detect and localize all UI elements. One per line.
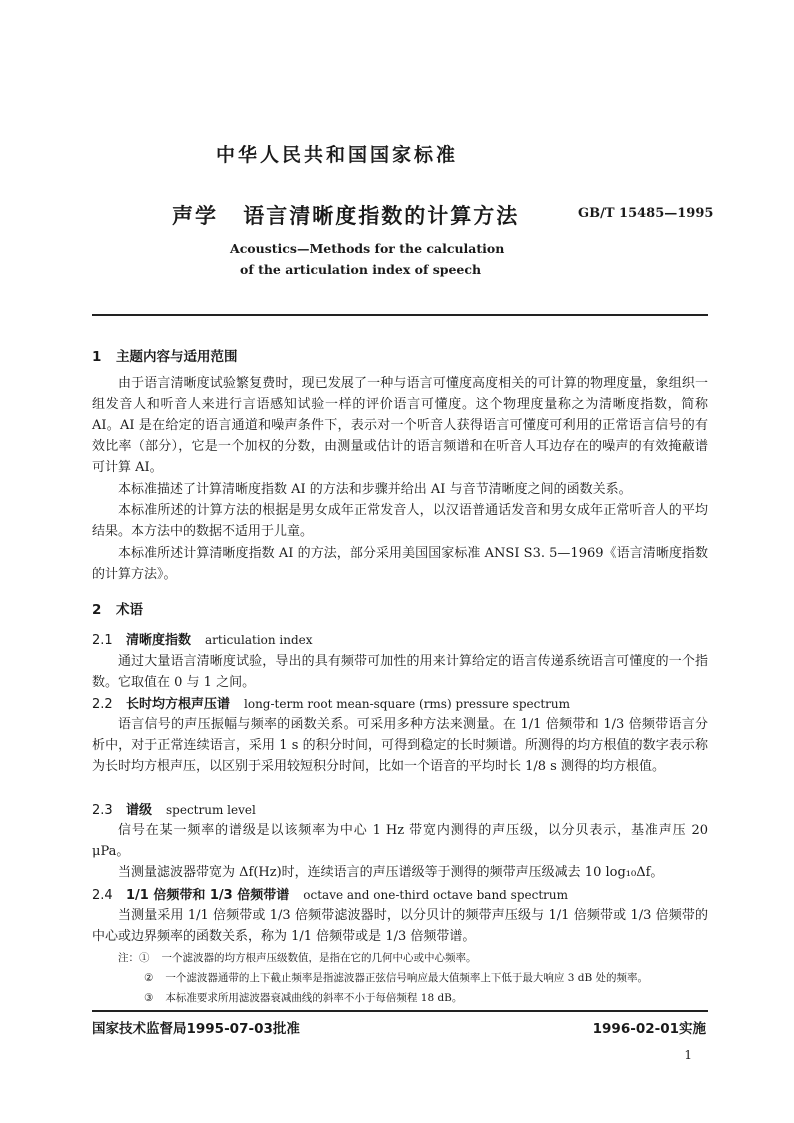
section-1-paragraph-3: 本标准所述的计算方法的根据是男女成年正常发音人，以汉语普通话发音和男女成年正常听音人的平均结果。本方法中的数据不适用于儿童。 <box>92 503 708 539</box>
note-mark: ② <box>144 972 154 984</box>
note-mark: ③ <box>144 992 154 1004</box>
national-standard-heading: 中华人民共和国国家标准 <box>216 144 459 166</box>
standard-code: GB/T 15485—1995 <box>578 206 714 221</box>
standard-title-en-line2: of the articulation index of speech <box>240 262 482 277</box>
section-title: 主题内容与适用范围 <box>116 349 238 365</box>
standard-title-en-line1: Acoustics—Methods for the calculation <box>230 241 505 256</box>
term-cn: 长时均方根声压谱 <box>126 697 231 712</box>
term-cn: 1/1 倍频带和 1/3 倍频带谱 <box>126 888 290 903</box>
approval-line: 国家技术监督局1995-07-03批准 <box>92 1021 300 1037</box>
effective-date-line: 1996-02-01实施 <box>592 1021 706 1037</box>
note-1 <box>118 950 477 965</box>
note-3 <box>144 990 462 1005</box>
term-2-4-definition: 当测量采用 1/1 倍频带或 1/3 倍频带滤波器时，以分贝计的频带声压级与 1/1 倍频带或 1/3 倍频带的中心或边界频率的函数关系，称为 1/1 倍频带或是 1/3 倍频带谱。 <box>92 908 708 944</box>
term-number: 2.3 <box>92 803 113 818</box>
term-heading-2-4 <box>92 884 568 903</box>
term-heading-2-2 <box>92 693 570 712</box>
page-number: 1 <box>684 1048 692 1062</box>
term-heading-2-1 <box>92 629 313 648</box>
term-en: octave and one-third octave band spectrum <box>303 888 568 902</box>
term-2-3-definition: 信号在某一频率的谱级是以该频率为中心 1 Hz 带宽内测得的声压级，以分贝表示，基准声压 20 μPa。 <box>92 823 708 859</box>
term-number: 2.4 <box>92 888 113 903</box>
footer-rule <box>92 1010 708 1012</box>
term-number: 2.2 <box>92 697 113 712</box>
note-mark: ① <box>139 952 150 964</box>
note-text: 一个滤波器的均方根声压级数值，是指在它的几何中心或中心频率。 <box>161 952 477 964</box>
term-cn: 清晰度指数 <box>126 633 192 648</box>
section-1-paragraph-2: 本标准描述了计算清晰度指数 AI 的方法和步骤并给出 AI 与音节清晰度之间的函数关系。 <box>118 482 632 497</box>
term-cn: 谱级 <box>126 803 153 818</box>
header-rule <box>92 314 708 316</box>
section-2-heading <box>92 598 143 618</box>
note-2 <box>144 970 648 985</box>
term-number: 2.1 <box>92 633 113 648</box>
term-heading-2-3 <box>92 799 256 818</box>
standard-title-cn: 声学 语言清晰度指数的计算方法 <box>172 204 520 228</box>
term-en: spectrum level <box>166 803 256 817</box>
notes-label: 注： <box>118 952 139 964</box>
term-en: articulation index <box>205 633 313 647</box>
term-2-2-definition: 语言信号的声压振幅与频率的函数关系。可采用多种方法来测量。在 1/1 倍频带和 1/3 倍频带语言分析中，对于正常连续语言，采用 1 s 的积分时间，可得到稳定的长时频谱。所测得的均方根值的数字表示称为长时均方根声压，以区别于采用较短积分时间，比如一个语音的平均时长 1/8 s 测得的均方根值。 <box>92 717 708 774</box>
section-1-paragraph-1: 由于语言清晰度试验繁复费时，现已发展了一种与语言可懂度高度相关的可计算的物理度量，象组织一组发音人和听音人来进行言语感知试验一样的评价语言可懂度。这个物理度量称之为清晰度指数，简称 AI。AI 是在给定的语言通道和噪声条件下，表示对一个听音人获得语言可懂度可利用的正常语言信号的有效比率（部分），它是一个加权的分数，由测量或估计的语言频谱和在听音人耳边存在的噪声的有效掩蔽谱可计算 AI。 <box>92 376 708 475</box>
section-1-heading <box>92 345 238 365</box>
note-text: 一个滤波器通带的上下截止频率是指滤波器正弦信号响应最大值频率上下低于最大响应 3 dB 处的频率。 <box>165 972 649 984</box>
section-1-paragraph-4: 本标准所述计算清晰度指数 AI 的方法，部分采用美国国家标准 ANSI S3. 5—1969《语言清晰度指数的计算方法》。 <box>92 546 708 582</box>
term-en: long-term root mean-square (rms) pressure spectrum <box>244 697 571 711</box>
term-2-1-definition: 通过大量语言清晰度试验，导出的具有频带可加性的用来计算给定的语言传递系统语言可懂度的一个指数。它取值在 0 与 1 之间。 <box>92 654 708 690</box>
section-number: 2 <box>92 602 102 618</box>
section-title: 术语 <box>116 602 143 618</box>
note-text: 本标准要求所用滤波器衰减曲线的斜率不小于每倍频程 18 dB。 <box>165 992 463 1004</box>
section-number: 1 <box>92 349 102 365</box>
term-2-3-bandwidth-note: 当测量滤波器带宽为 Δf(Hz)时，连续语言的声压谱级等于测得的频带声压级减去 10 log₁₀Δf。 <box>118 865 664 880</box>
